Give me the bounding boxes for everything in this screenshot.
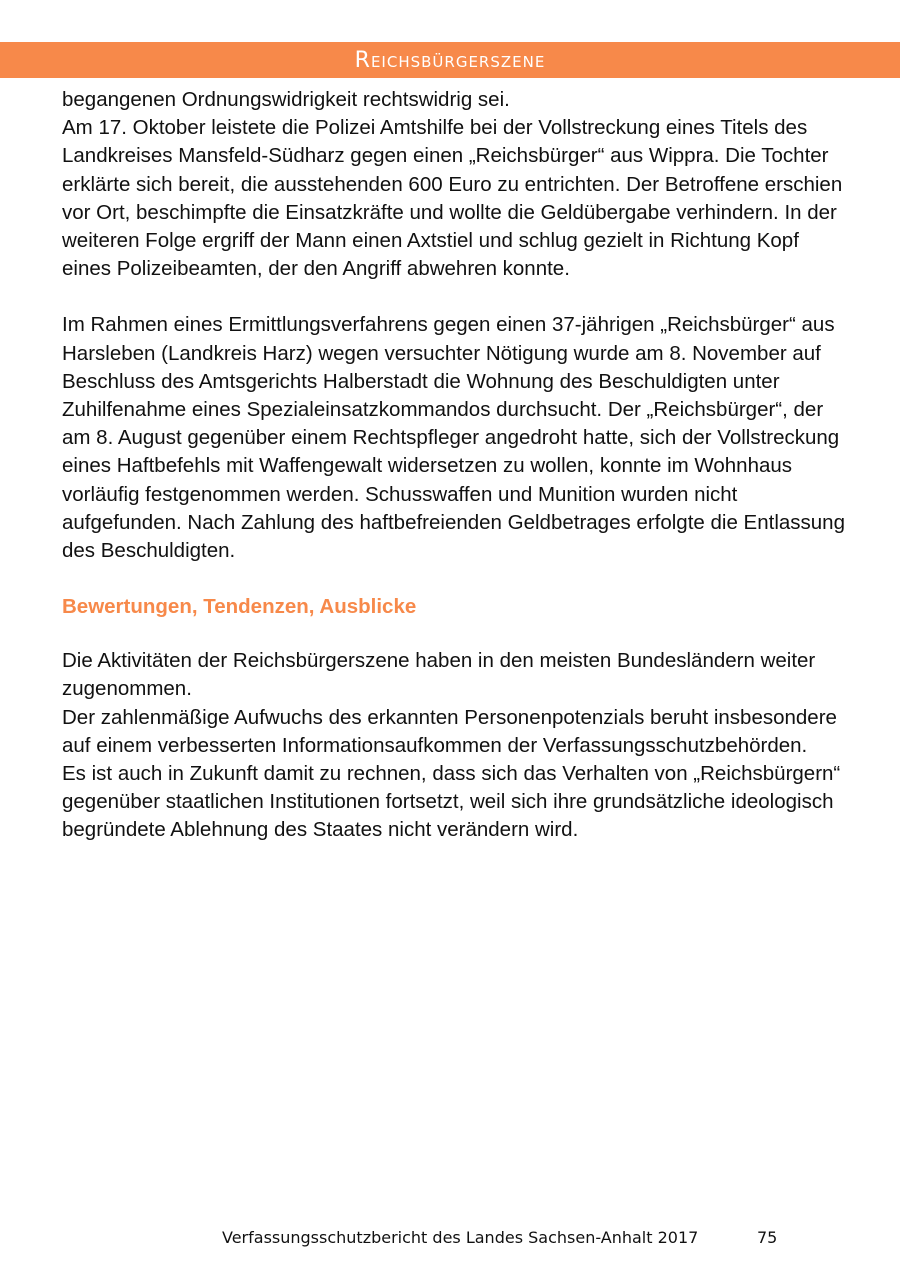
page-content bbox=[62, 86, 852, 845]
paragraph-spacer bbox=[62, 283, 852, 311]
section-heading: Bewertungen, Tendenzen, Ausblicke bbox=[62, 595, 417, 619]
paragraph-spacer bbox=[62, 565, 852, 593]
page-footer bbox=[0, 1228, 900, 1252]
paragraph: Der zahlenmäßige Aufwuchs des erkannten Personenpotenzials beruht insbesondere auf einem verbesserten Informationsaufkommen der Verfassungsschutzbehörden. bbox=[62, 705, 837, 757]
paragraph-spacer bbox=[62, 621, 852, 647]
paragraph: Am 17. Oktober leistete die Polizei Amtshilfe bei der Vollstreckung eines Titels des Landkreises Mansfeld-Südharz gegen einen „Reichsbürger“ aus Wippra. Die Tochter erklärte sich bereit, die ausstehenden 600 Euro zu entrichten. Der Betroffene erschien vor Ort, beschimpfte die Einsatzkräfte und wollte die Geldübergabe verhindern. In der weiteren Folge ergriff der Mann einen Axtstiel und schlug gezielt in Richtung Kopf eines Polizeibeamten, der den Angriff abwehren konnte. bbox=[62, 116, 843, 281]
paragraph: Es ist auch in Zukunft damit zu rechnen, dass sich das Verhalten von „Reichsbürgern“ gegenüber staatlichen Institutionen fortsetzt, weil sich ihre grundsätzliche ideologisch begründete Ablehnung des Staates nicht verändern wird. bbox=[62, 762, 841, 842]
running-header-title: Reichsbürgerszene bbox=[354, 47, 546, 73]
page-number: 75 bbox=[757, 1228, 778, 1247]
footer-title: Verfassungsschutzbericht des Landes Sachsen-Anhalt 2017 bbox=[222, 1228, 699, 1247]
header-bar bbox=[0, 42, 900, 78]
paragraph: Im Rahmen eines Ermittlungsverfahrens gegen einen 37-jährigen „Reichsbürger“ aus Harsleben (Landkreis Harz) wegen versuchter Nötigung wurde am 8. November auf Beschluss des Amtsgerichts Halberstadt die Wohnung des Beschuldigten unter Zuhilfenahme eines Spezialeinsatzkommandos durchsucht. Der „Reichsbürger“, der am 8. August gegenüber einem Rechtspfleger angedroht hatte, sich der Vollstreckung eines Haftbefehls mit Waffengewalt widersetzen zu wollen, konnte im Wohnhaus vorläufig festgenommen werden. Schusswaffen und Munition wurden nicht aufgefunden. Nach Zahlung des haftbefreienden Geldbetrages erfolgte die Entlassung des Beschuldigten. bbox=[62, 313, 845, 563]
paragraph: begangenen Ordnungswidrigkeit rechtswidrig sei. bbox=[62, 88, 510, 111]
paragraph: Die Aktivitäten der Reichsbürgerszene haben in den meisten Bundesländern weiter zugenommen. bbox=[62, 649, 816, 701]
